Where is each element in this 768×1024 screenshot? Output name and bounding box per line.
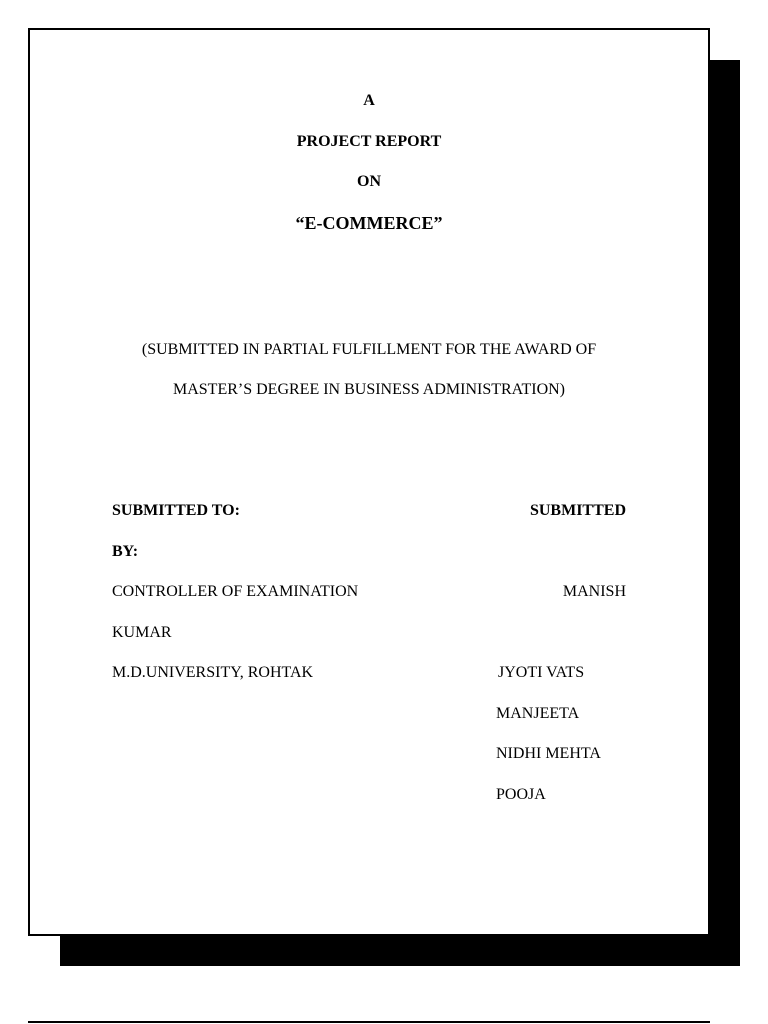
submitted-by-heading: SUBMITTED <box>529 502 626 519</box>
title-line-project-report: PROJECT REPORT <box>296 133 442 150</box>
student-name-4: NIDHI MEHTA <box>496 745 601 762</box>
submission-note-line2: MASTER’S DEGREE IN BUSINESS ADMINISTRATION) <box>172 381 565 398</box>
submitted-by-heading-cont: BY: <box>112 543 139 560</box>
student-name-1-cont: KUMAR <box>112 624 172 641</box>
recipient-university: M.D.UNIVERSITY, ROHTAK <box>112 664 314 681</box>
report-title: “E-COMMERCE” <box>295 213 443 233</box>
bottom-rule <box>28 1021 710 1023</box>
student-name-3: MANJEETA <box>496 705 580 722</box>
report-cover-page <box>28 28 710 936</box>
student-name-5: POOJA <box>496 786 546 803</box>
student-name-2: JYOTI VATS <box>498 664 585 681</box>
recipient-controller: CONTROLLER OF EXAMINATION <box>112 583 359 600</box>
title-line-on: ON <box>357 173 381 190</box>
submitted-to-heading: SUBMITTED TO: <box>112 502 240 519</box>
submission-note-line1: (SUBMITTED IN PARTIAL FULFILLMENT FOR THE AWARD OF <box>141 341 597 358</box>
student-name-1: MANISH <box>562 583 626 600</box>
title-line-a: A <box>363 92 375 109</box>
